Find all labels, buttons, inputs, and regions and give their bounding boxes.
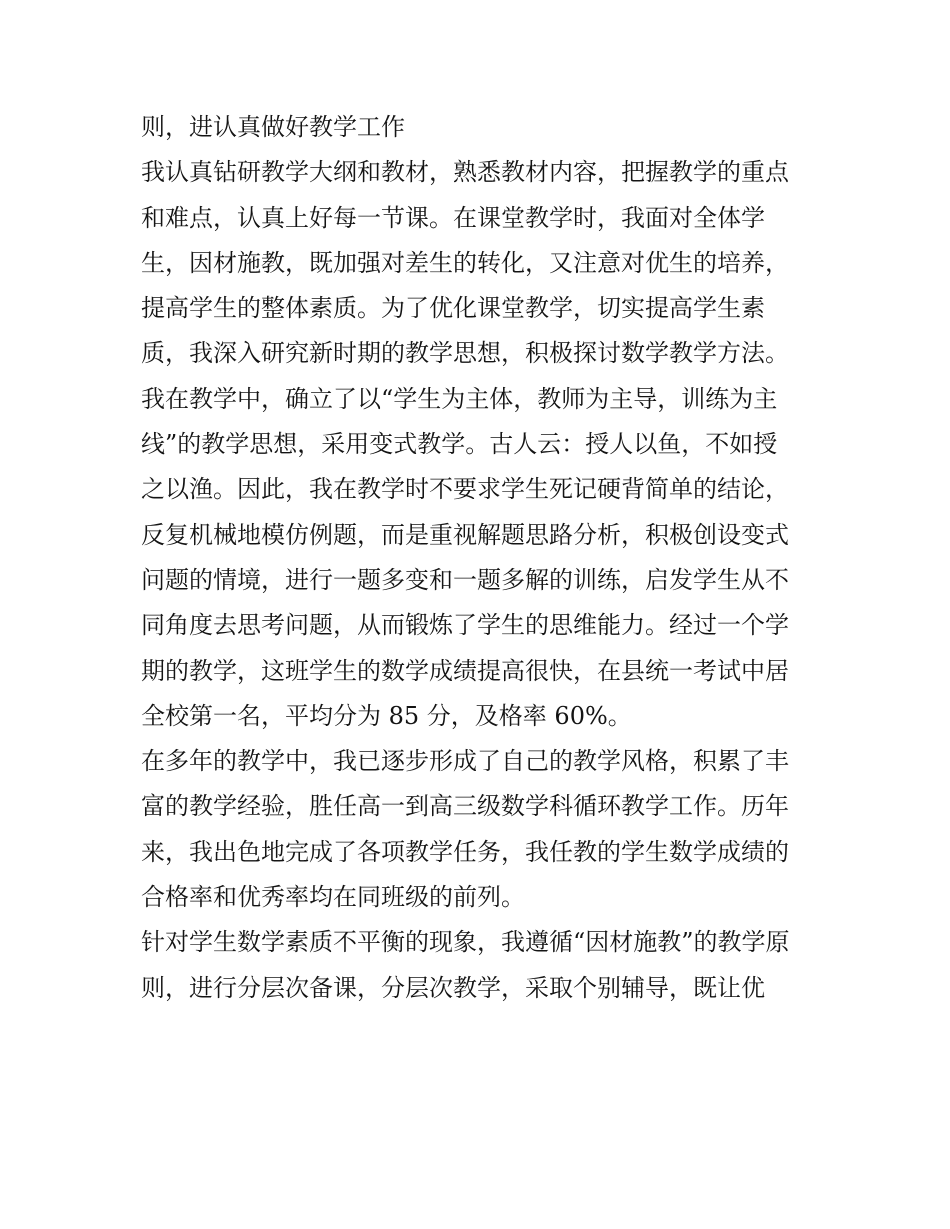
text-line: 富的教学经验，胜任高一到高三级数学科循环教学工作。历年 xyxy=(141,792,789,821)
text-line: 在多年的教学中，我已逐步形成了自己的教学风格，积累了丰 xyxy=(141,747,789,776)
text-line: 线”的教学思想，采用变式教学。古人云：授人以鱼，不如授 xyxy=(141,430,778,459)
text-line: 期的教学，这班学生的数学成绩提高很快，在县统一考试中居 xyxy=(141,656,789,685)
text-line: 生，因材施教，既加强对差生的转化，又注意对优生的培养， xyxy=(141,248,789,277)
text-line: 问题的情境，进行一题多变和一题多解的训练，启发学生从不 xyxy=(141,565,789,594)
text-line: 来，我出色地完成了各项教学任务，我任教的学生数学成绩的 xyxy=(141,837,789,866)
text-line: 针对学生数学素质不平衡的现象，我遵循“因材施教”的教学原 xyxy=(141,928,790,957)
text-line: 全校第一名，平均分为 85 分，及格率 60%。 xyxy=(141,701,632,730)
text-line: 则，进认真做好教学工作 xyxy=(141,113,405,141)
body-text xyxy=(141,105,821,1011)
text-line: 合格率和优秀率均在同班级的前列。 xyxy=(141,883,525,912)
text-line: 我在教学中，确立了以“学生为主体，教师为主导，训练为主 xyxy=(141,384,778,413)
text-line: 提高学生的整体素质。为了优化课堂教学，切实提高学生素 xyxy=(141,294,765,323)
text-line: 则，进行分层次备课，分层次教学，采取个别辅导，既让优 xyxy=(141,973,765,1002)
text-line: 和难点，认真上好每一节课。在课堂教学时，我面对全体学 xyxy=(141,203,765,232)
text-line: 我认真钻研教学大纲和教材，熟悉教材内容，把握教学的重点 xyxy=(141,158,789,187)
text-line: 反复机械地模仿例题，而是重视解题思路分析，积极创设变式 xyxy=(141,520,789,549)
text-line: 质，我深入研究新时期的教学思想，积极探讨数学教学方法。 xyxy=(141,339,789,368)
text-line: 同角度去思考问题，从而锻炼了学生的思维能力。经过一个学 xyxy=(141,611,789,640)
text-line: 之以渔。因此，我在教学时不要求学生死记硬背简单的结论， xyxy=(141,475,789,504)
